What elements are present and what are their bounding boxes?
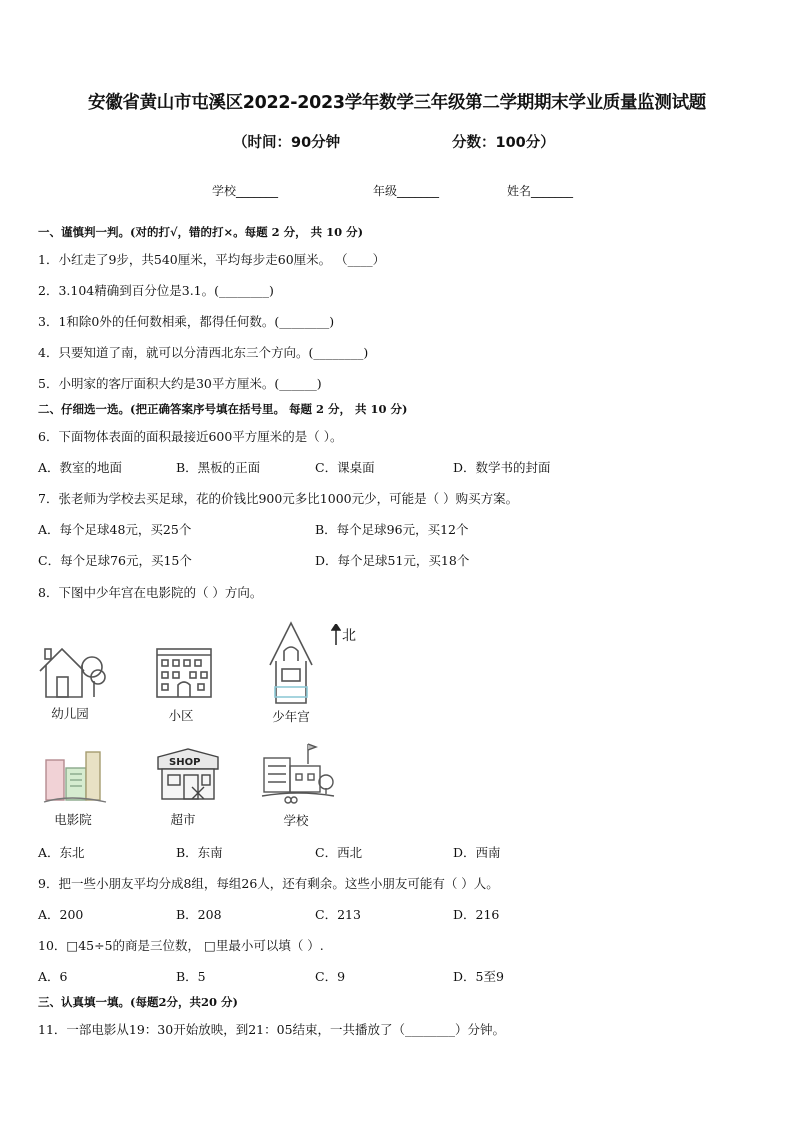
exam-time: （时间：90分钟 [233,135,341,151]
section-3-heading: 三、认真填一填。(每题2分，共20 分) [38,995,238,1009]
north-label: 北 [342,628,356,644]
question-4: 4．只要知道了南，就可以分清西北东三个方向。(________) [38,345,369,360]
map-label-school: 学校 [283,813,309,828]
q6-option-d[interactable]: D．数学书的封面 [453,460,551,475]
q9-option-a[interactable]: A．200 [38,907,84,922]
q9-option-d[interactable]: D．216 [453,907,500,922]
question-6: 6．下面物体表面的面积最接近600平方厘米的是（ ）。 [38,429,343,444]
q6-option-c[interactable]: C．课桌面 [315,460,375,475]
q8-option-c[interactable]: C．西北 [315,845,363,860]
q7-option-b[interactable]: B．每个足球96元，买12个 [315,522,469,537]
map-label-residential: 小区 [168,708,194,723]
supermarket-icon [152,747,224,803]
q7-option-c[interactable]: C．每个足球76元，买15个 [38,553,192,568]
q9-option-b[interactable]: B．208 [176,907,222,922]
q10-option-b[interactable]: B．5 [176,969,206,984]
section-1-heading: 一、谨慎判一判。(对的打√，错的打×。每题 2 分， 共 10 分) [38,225,364,239]
q10-option-c[interactable]: C．9 [315,969,346,984]
q8-option-b[interactable]: B．东南 [176,845,223,860]
question-9: 9．把一些小朋友平均分成8组，每组26人，还有剩余。这些小朋友可能有（ ）人。 [38,876,499,891]
q6-option-b[interactable]: B．黑板的正面 [176,460,261,475]
map-label-cinema: 电影院 [54,812,92,827]
q9-option-c[interactable]: C．213 [315,907,361,922]
section-2-heading: 二、仔细选一选。(把正确答案序号填在括号里。 每题 2 分， 共 10 分) [38,402,408,416]
grade-field[interactable]: 年级_______ [373,184,440,198]
question-7: 7．张老师为学校去买足球，花的价钱比900元多比1000元少，可能是（ ）购买方案。 [38,491,519,506]
q8-option-a[interactable]: A．东北 [38,845,85,860]
q7-option-d[interactable]: D．每个足球51元，买18个 [315,553,470,568]
q10-option-d[interactable]: D．5至9 [453,969,504,984]
question-2: 2．3.104精确到百分位是3.1。(________) [38,283,274,298]
question-8: 8．下图中少年宫在电影院的（ ）方向。 [38,585,263,600]
map-label-kindergarten: 幼儿园 [51,706,89,721]
question-10: 10．□45÷5的商是三位数， □里最小可以填（ ）. [38,938,324,953]
q10-option-a[interactable]: A．6 [38,969,68,984]
apartment-icon [154,643,214,699]
question-5: 5．小明家的客厅面积大约是30平方厘米。(______) [38,376,322,391]
q7-option-a[interactable]: A．每个足球48元，买25个 [38,522,192,537]
shop-sign: SHOP [169,757,201,768]
map-label-supermarket: 超市 [170,812,196,827]
question-11: 11．一部电影从19：30开始放映，到21：05结束，一共播放了（________）分钟。 [38,1022,506,1037]
q6-option-a[interactable]: A．教室的地面 [38,460,123,475]
exam-score: 分数：100分） [452,135,555,151]
north-arrow-icon [331,624,341,646]
question-1: 1．小红走了9步，共540厘米，平均每步走60厘米。 （____） [38,252,386,267]
name-field[interactable]: 姓名_______ [507,184,574,198]
youth-palace-icon [266,621,316,705]
school-field[interactable]: 学校_______ [212,184,279,198]
school-icon [258,742,338,806]
map-label-youth-palace: 少年宫 [272,709,310,724]
kindergarten-icon [36,637,106,701]
page-title: 安徽省黄山市屯溪区2022-2023学年数学三年级第二学期期末学业质量监测试题 [88,93,706,113]
question-3: 3．1和除0外的任何数相乘，都得任何数。(________) [38,314,335,329]
q8-option-d[interactable]: D．西南 [453,845,501,860]
cinema-icon [40,748,110,806]
